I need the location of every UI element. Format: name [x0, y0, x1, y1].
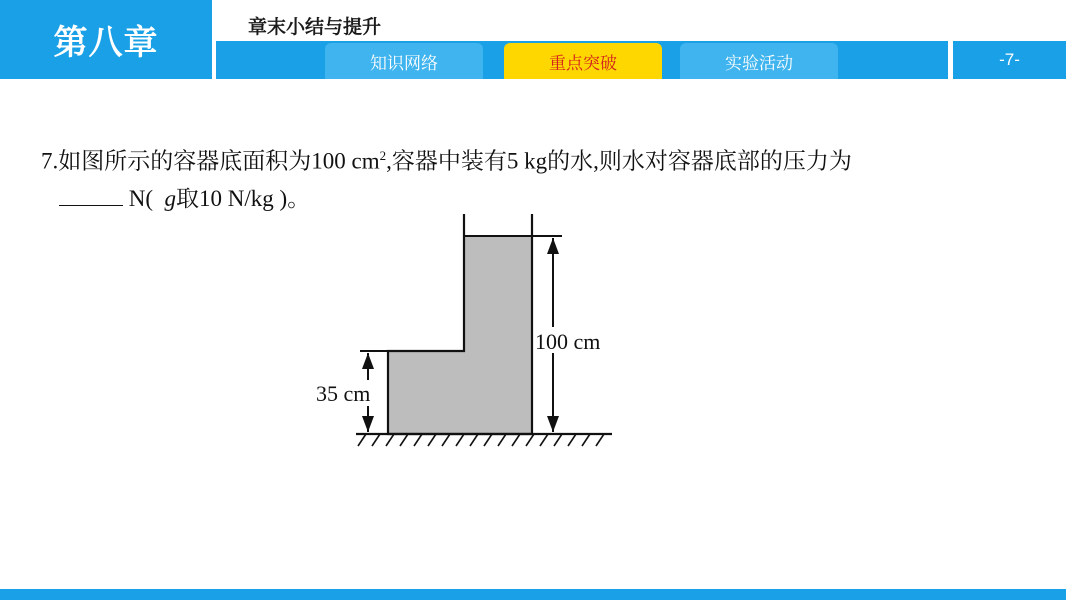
- question-line1-prefix: 7.如图所示的容器底面积为100 cm: [41, 148, 380, 174]
- water-fill: [388, 236, 532, 434]
- question-line1-suffix: ,容器中装有5 kg的水,则水对容器底部的压力为: [386, 148, 852, 174]
- section-title: 章末小结与提升: [248, 17, 382, 38]
- chapter-title: 第八章: [0, 0, 212, 79]
- tab-experiment-activity[interactable]: 实验活动: [680, 43, 838, 79]
- ground-hatching: [358, 434, 604, 446]
- tab-knowledge-network[interactable]: 知识网络: [325, 43, 483, 79]
- height-label-100cm: 100 cm: [535, 329, 601, 354]
- gravity-value: 取10 N/kg )。: [176, 185, 311, 211]
- container-diagram: [300, 208, 630, 458]
- bottom-bar: [0, 589, 1066, 600]
- question-text: [41, 137, 1041, 217]
- force-unit: N(: [128, 185, 154, 211]
- gravity-variable: g: [164, 185, 177, 211]
- question-line-1: [41, 137, 1041, 180]
- page-number: -7-: [953, 41, 1066, 79]
- tab-key-breakthrough[interactable]: 重点突破: [504, 43, 662, 79]
- height-label-35cm: 35 cm: [316, 381, 371, 406]
- area-exponent: 2: [379, 148, 387, 163]
- answer-blank: [59, 187, 123, 206]
